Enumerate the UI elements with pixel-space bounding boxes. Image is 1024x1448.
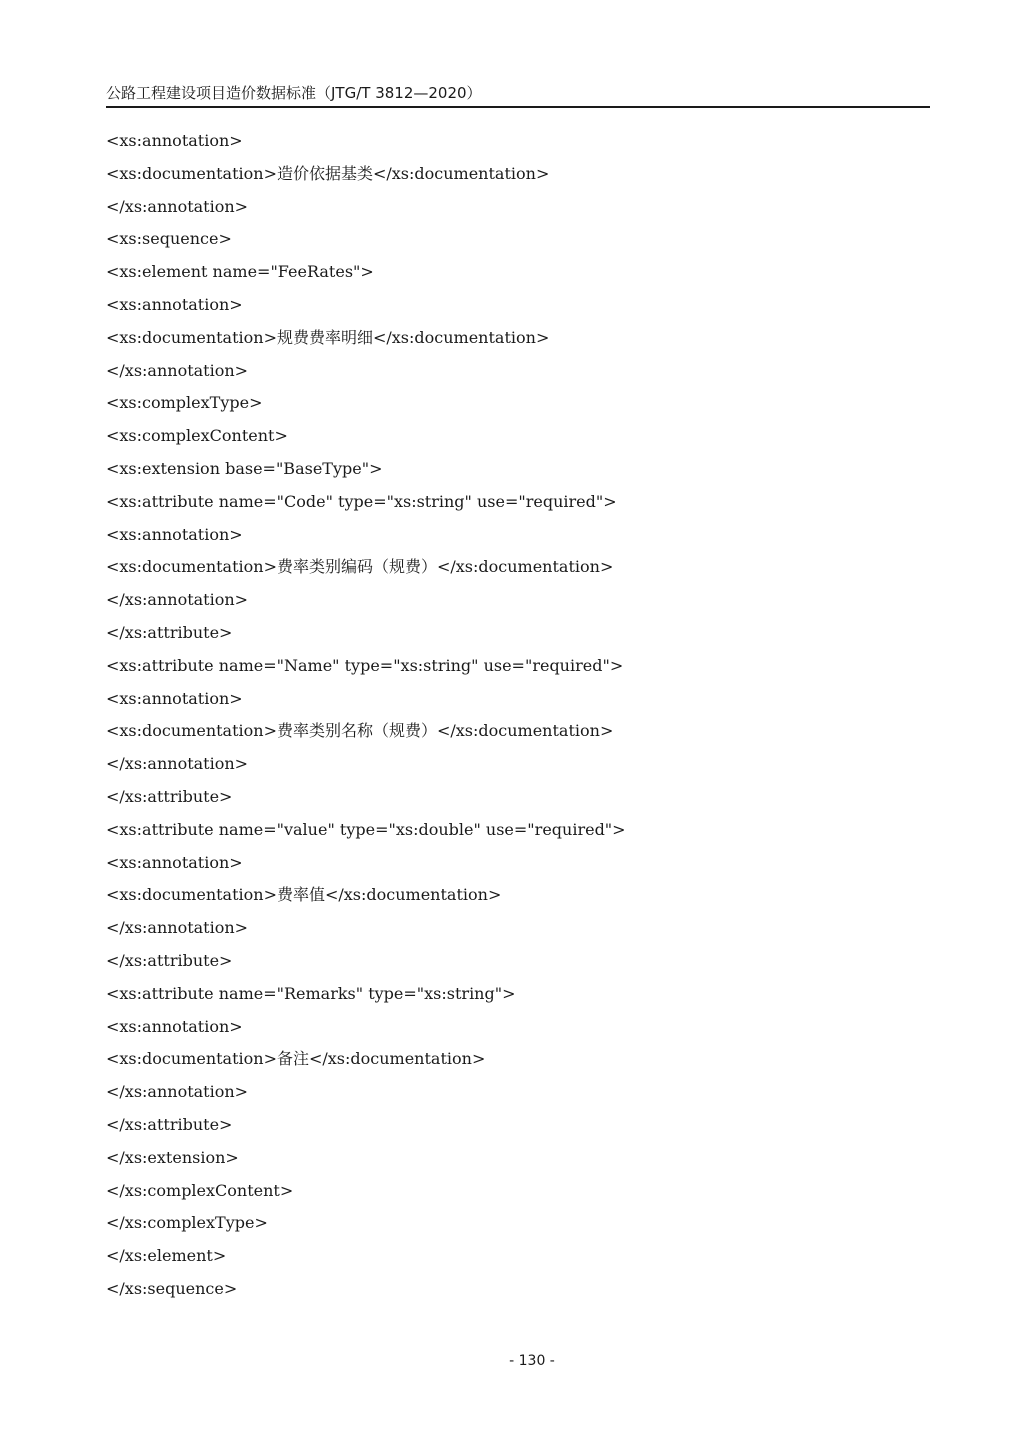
- code-line: <xs:attribute name="value" type="xs:double" use="required">: [106, 819, 626, 839]
- code-line: <xs:complexType>: [106, 393, 263, 413]
- code-line: <xs:attribute name="Name" type="xs:string" use="required">: [106, 655, 624, 675]
- code-line: </xs:attribute>: [106, 786, 233, 806]
- code-line: </xs:complexType>: [106, 1213, 268, 1233]
- code-line: </xs:element>: [106, 1246, 227, 1266]
- code-line: </xs:attribute>: [106, 622, 233, 642]
- code-line: <xs:attribute name="Code" type="xs:string" use="required">: [106, 491, 617, 511]
- code-line: <xs:annotation>: [106, 524, 243, 544]
- code-line: <xs:documentation>费率类别名称（规费）</xs:documentation>: [106, 721, 614, 741]
- xml-schema-code-block: [106, 125, 930, 1306]
- page-header: [106, 80, 930, 108]
- code-line: <xs:annotation>: [106, 688, 243, 708]
- code-line: <xs:annotation>: [106, 1016, 243, 1036]
- code-line: </xs:extension>: [106, 1147, 239, 1167]
- code-line: </xs:annotation>: [106, 918, 249, 938]
- code-line: </xs:sequence>: [106, 1278, 238, 1298]
- code-line: <xs:sequence>: [106, 229, 232, 249]
- code-line: </xs:annotation>: [106, 754, 249, 774]
- code-line: <xs:complexContent>: [106, 426, 288, 446]
- page-number: - 130 -: [509, 1353, 555, 1369]
- code-line: <xs:element name="FeeRates">: [106, 262, 374, 282]
- code-line: <xs:annotation>: [106, 131, 243, 150]
- code-line: <xs:documentation>规费费率明细</xs:documentation>: [106, 327, 550, 347]
- code-line: <xs:documentation>造价依据基类</xs:documentation>: [106, 163, 550, 183]
- code-line: <xs:documentation>费率值</xs:documentation>: [106, 885, 502, 905]
- code-line: <xs:attribute name="Remarks" type="xs:string">: [106, 983, 516, 1003]
- code-line: </xs:annotation>: [106, 196, 249, 216]
- code-line: </xs:annotation>: [106, 590, 249, 610]
- code-line: </xs:attribute>: [106, 950, 233, 970]
- code-line: <xs:documentation>费率类别编码（规费）</xs:documentation>: [106, 557, 614, 577]
- code-line: <xs:documentation>备注</xs:documentation>: [106, 1049, 486, 1069]
- code-line: </xs:annotation>: [106, 1082, 249, 1102]
- code-line: </xs:complexContent>: [106, 1180, 294, 1200]
- code-line: </xs:annotation>: [106, 360, 249, 380]
- code-line: <xs:annotation>: [106, 852, 243, 872]
- code-line: <xs:annotation>: [106, 294, 243, 314]
- code-line: </xs:attribute>: [106, 1114, 233, 1134]
- standard-title: 公路工程建设项目造价数据标准（JTG/T 3812—2020）: [106, 84, 482, 102]
- code-line: <xs:extension base="BaseType">: [106, 458, 383, 478]
